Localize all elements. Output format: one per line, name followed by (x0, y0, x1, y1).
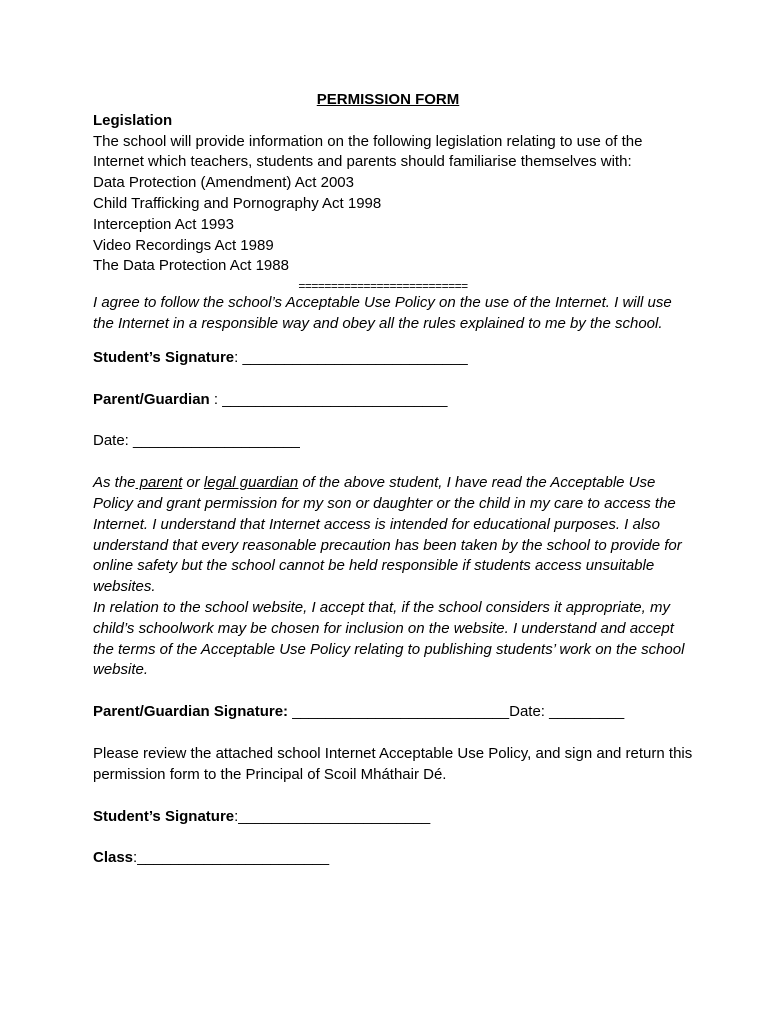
separator-line: ========================== (298, 279, 468, 294)
student-signature-line: :_______________________ (234, 807, 431, 825)
consent-parent: parent (135, 474, 183, 492)
student-signature-label: Student’s Signature (93, 348, 235, 366)
student-signature-field-1[interactable] (93, 348, 693, 369)
parent-signature-field[interactable] (93, 702, 693, 723)
legislation-item: Video Recordings Act 1989 (93, 236, 274, 254)
student-signature-field-2[interactable] (93, 807, 693, 828)
class-line: :_______________________ (133, 849, 330, 867)
parent-guardian-line: : ___________________________ (209, 390, 448, 408)
consent-body: of the above student, I have read the Acceptable Use Policy and grant permission for my son or daughter or the child in my care to access the Internet. I understand that Internet access is intended for educational purposes. I also understand that every reasonable precaution has been taken by the school to provide for online safety but the school cannot be held responsible if students access unsuitable websites. (93, 474, 682, 596)
legislation-intro: The school will provide information on the following legislation relating to use of the Internet which teachers, students and parents should familiarise themselves with: (93, 132, 643, 171)
review-instructions: Please review the attached school Internet Acceptable Use Policy, and sign and return this permission form to the Principal of Scoil Mháthair Dé. (93, 744, 693, 783)
consent-lead: As the (93, 474, 136, 492)
agreement-statement: I agree to follow the school’s Acceptable Use Policy on the use of the Internet. I will use the Internet in a responsible way and obey all the rules explained to me by the school. (93, 294, 672, 332)
student-signature-line: : ___________________________ (234, 348, 468, 366)
consent-or: or (182, 474, 204, 492)
website-statement: In relation to the school website, I accept that, if the school considers it appropriate, my child’s schoolwork may be chosen for inclusion on the website. I understand and accept the terms of the Acceptable Use Policy relating to publishing students’ work on the school website. (93, 598, 685, 679)
class-label: Class (93, 849, 134, 867)
legislation-list (93, 173, 693, 277)
legislation-heading: Legislation (93, 111, 173, 129)
legislation-item: The Data Protection Act 1988 (93, 257, 289, 275)
form-title: PERMISSION FORM (316, 91, 460, 108)
parent-signature-label: Parent/Guardian Signature: (93, 703, 289, 721)
permission-form (93, 90, 693, 869)
consent-statement (93, 473, 693, 598)
parent-guardian-label: Parent/Guardian (93, 390, 210, 408)
legislation-item: Child Trafficking and Pornography Act 1998 (93, 194, 382, 212)
parent-signature-line: __________________________Date: _________ (288, 703, 625, 721)
legislation-item: Interception Act 1993 (93, 215, 234, 233)
student-signature-label: Student’s Signature (93, 807, 235, 825)
class-field[interactable] (93, 848, 693, 869)
parent-guardian-field[interactable] (93, 390, 693, 411)
legislation-item: Data Protection (Amendment) Act 2003 (93, 174, 354, 192)
consent-guardian: legal guardian (203, 474, 299, 492)
date-field[interactable]: Date: ____________________ (93, 432, 300, 450)
